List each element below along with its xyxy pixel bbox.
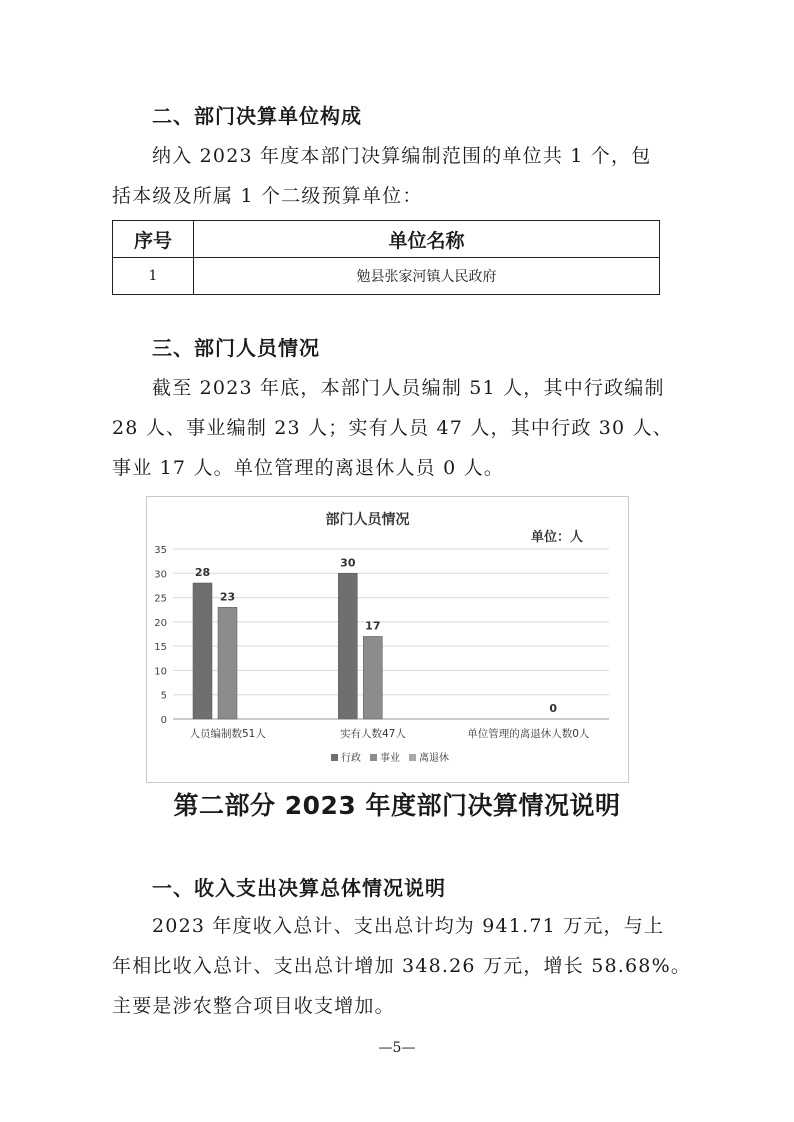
table-cell-index: 1 [113, 258, 194, 295]
paragraph-line: 纳入 2023 年度本部门决算编制范围的单位共 1 个，包 [152, 145, 652, 167]
y-tick-label: 5 [160, 690, 167, 702]
bar-事业 [363, 636, 382, 719]
legend-swatch-事业 [370, 754, 377, 761]
paragraph-line: 事业 17 人。单位管理的离退休人员 0 人。 [112, 457, 505, 479]
legend-label: 事业 [380, 753, 400, 764]
paragraph-line: 2023 年度收入总计、支出总计均为 941.71 万元，与上 [152, 915, 665, 937]
x-tick-label: 人员编制数51人 [189, 728, 266, 740]
y-tick-label: 0 [160, 715, 167, 726]
income-expenditure-paragraph [112, 906, 692, 1026]
personnel-chart [146, 496, 629, 783]
paragraph-line: 主要是涉农整合项目收支增加。 [112, 995, 395, 1017]
x-tick-label: 单位管理的离退休人数0人 [467, 728, 590, 740]
legend-label: 离退休 [419, 753, 449, 764]
table-header-unit-name: 单位名称 [194, 221, 660, 258]
paragraph-line: 28 人、事业编制 23 人；实有人员 47 人，其中行政 30 人、 [112, 417, 673, 439]
y-tick-label: 20 [154, 617, 167, 629]
y-tick-label: 30 [154, 569, 167, 581]
table-cell-unit-name: 勉县张家河镇人民政府 [194, 258, 660, 295]
bar-行政 [338, 573, 357, 719]
paragraph-line: 括本级及所属 1 个二级预算单位： [112, 185, 423, 207]
y-tick-label: 15 [154, 642, 167, 654]
y-tick-label: 25 [154, 593, 167, 605]
unit-table [112, 220, 660, 295]
chart-title: 部门人员情况 [325, 512, 410, 528]
legend-swatch-行政 [331, 754, 338, 761]
data-label: 30 [340, 556, 356, 570]
page-number: —5— [378, 1040, 416, 1056]
data-label: 0 [549, 702, 557, 715]
part-two-title: 第二部分 2023 年度部门决算情况说明 [173, 791, 621, 820]
unit-composition-paragraph [112, 136, 664, 216]
bar-行政 [193, 583, 212, 719]
data-label: 17 [365, 619, 381, 633]
section-heading-personnel: 三、部门人员情况 [152, 336, 320, 360]
x-tick-label: 实有人数47人 [340, 728, 406, 740]
data-label: 23 [219, 590, 236, 604]
paragraph-line: 年相比收入总计、支出总计增加 348.26 万元，增长 58.68%。 [112, 955, 692, 977]
bar-事业 [218, 607, 237, 719]
table-header-row [113, 221, 660, 258]
table-row [113, 258, 660, 295]
chart-unit-note: 单位：人 [530, 530, 583, 545]
y-tick-label: 10 [154, 666, 167, 678]
legend-swatch-离退休 [409, 754, 416, 761]
y-tick-label: 35 [154, 545, 167, 556]
table-header-index: 序号 [113, 221, 194, 258]
section-heading-unit-composition: 二、部门决算单位构成 [152, 104, 362, 128]
personnel-bar-chart [147, 497, 628, 782]
paragraph-line: 截至 2023 年底，本部门人员编制 51 人，其中行政编制 [152, 377, 665, 399]
data-label: 28 [194, 566, 211, 579]
personnel-paragraph [112, 368, 673, 488]
section-heading-income-expenditure: 一、收入支出决算总体情况说明 [152, 876, 446, 900]
legend-label: 行政 [341, 753, 361, 764]
